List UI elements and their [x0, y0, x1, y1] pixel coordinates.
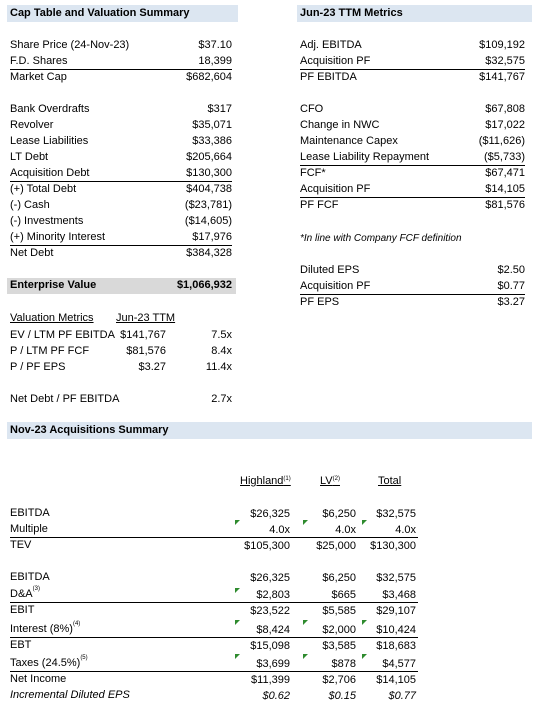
cell-indicator-icon [362, 520, 367, 525]
acq-lv-value: $5,585 [322, 605, 356, 617]
acq-total-value: $4,577 [382, 658, 416, 670]
cf-row [300, 198, 525, 214]
acq-total-value: $0.77 [388, 690, 416, 702]
ebitda-value: $109,192 [479, 39, 525, 51]
share-price-label: Share Price (24-Nov-23) [10, 39, 130, 51]
cell-indicator-icon [235, 588, 240, 593]
col-header-highland-text: Highland [240, 475, 284, 487]
acq-highland-value: $3,699 [256, 658, 290, 670]
net-debt-label: Net Debt [10, 247, 54, 259]
cell-indicator-icon [235, 654, 240, 659]
enterprise-value-value: $1,066,932 [176, 279, 232, 291]
acq-total-value: $32,575 [376, 572, 416, 584]
acq-highland-value: $8,424 [256, 624, 290, 636]
acq-lv-value: $2,000 [322, 624, 356, 636]
debt-value: $33,386 [192, 135, 232, 147]
cf-value: $67,808 [485, 103, 525, 115]
acq-highland-value: $26,325 [250, 508, 290, 520]
cf-row [300, 134, 525, 150]
debt-row [10, 198, 232, 214]
valuation-row-multiple: 8.4x [211, 345, 232, 357]
debt-row [10, 214, 232, 230]
cf-label: PF FCF [300, 199, 339, 211]
ttm-metrics-header: Jun-23 TTM Metrics [297, 5, 532, 22]
acq-total-value: $14,105 [376, 674, 416, 686]
acq-highland-value: $105,300 [244, 540, 290, 552]
ebitda-label: Acquisition PF [300, 55, 371, 67]
acq-row [10, 506, 420, 522]
ebitda-row [300, 54, 525, 70]
cf-row [300, 166, 525, 182]
enterprise-value-row [7, 278, 236, 294]
eps-label: PF EPS [300, 296, 340, 308]
debt-row [10, 230, 232, 246]
fd-shares-row [10, 54, 232, 70]
acq-row-label-text: Taxes (24.5%) [10, 657, 81, 669]
valuation-row-base: $81,576 [126, 345, 166, 357]
debt-row [10, 182, 232, 198]
acq-lv-value: $25,000 [316, 540, 356, 552]
debt-row [10, 166, 232, 182]
acq-lv-value: $2,706 [322, 674, 356, 686]
cf-value: $14,105 [485, 183, 525, 195]
acq-row-label [10, 623, 80, 635]
cf-label: Lease Liability Repayment [300, 151, 430, 163]
eps-label: Diluted EPS [300, 264, 360, 276]
col-header-highland [240, 474, 291, 488]
acq-row [10, 603, 420, 619]
footnote-ref: (3) [32, 586, 40, 592]
debt-label: Revolver [10, 119, 54, 131]
eps-row [300, 279, 525, 295]
cell-indicator-icon [235, 620, 240, 625]
acq-highland-value: $26,325 [250, 572, 290, 584]
valuation-row-label: P / LTM PF FCF [10, 345, 90, 357]
divider [10, 537, 418, 538]
debt-value: $35,071 [192, 119, 232, 131]
cf-label: CFO [300, 103, 324, 115]
acq-row-label: TEV [10, 539, 32, 551]
ebitda-value: $32,575 [485, 55, 525, 67]
acq-highland-value: $23,522 [250, 605, 290, 617]
acq-lv-value: 4.0x [335, 524, 356, 536]
debt-value: ($23,781) [184, 199, 232, 211]
valuation-row-base: $141,767 [120, 329, 166, 341]
acq-row-label: Multiple [10, 523, 48, 535]
acq-row [10, 538, 420, 554]
acq-total-value: $29,107 [376, 605, 416, 617]
enterprise-value-label: Enterprise Value [10, 279, 97, 291]
acq-row [10, 656, 420, 672]
ebitda-row [300, 38, 525, 54]
valuation-metrics-header: Valuation Metrics [10, 312, 94, 324]
cf-value: $67,471 [485, 167, 525, 179]
cf-row [300, 102, 525, 118]
cf-row [300, 150, 525, 166]
footnote-ref: (5) [80, 655, 88, 661]
acquisitions-header: Nov-23 Acquisitions Summary [7, 422, 532, 439]
valuation-row-label: EV / LTM PF EBITDA [10, 329, 115, 341]
debt-value: $317 [207, 103, 232, 115]
acq-highland-value: $2,803 [256, 589, 290, 601]
col-header-lv [320, 474, 340, 488]
acq-row-label-text: D&A [10, 588, 33, 600]
valuation-row-label: P / PF EPS [10, 361, 66, 373]
acq-row [10, 622, 420, 638]
cap-table-header: Cap Table and Valuation Summary [7, 5, 238, 22]
market-cap-value: $682,604 [186, 71, 232, 83]
acq-lv-value: $6,250 [322, 508, 356, 520]
acq-row [10, 587, 420, 603]
acq-row-label [10, 588, 40, 600]
acq-row [10, 672, 420, 688]
valuation-row-multiple: 7.5x [211, 329, 232, 341]
debt-value: ($14,605) [184, 215, 232, 227]
cf-label: Acquisition PF [300, 183, 371, 195]
col-header-lv-text: LV [320, 475, 333, 487]
acq-lv-value: $878 [331, 658, 356, 670]
cf-value: ($5,733) [484, 151, 525, 163]
debt-value: $17,976 [192, 231, 232, 243]
ebitda-value: $141,767 [479, 71, 525, 83]
acq-lv-value: $3,585 [322, 640, 356, 652]
acq-row-label: EBITDA [10, 571, 50, 583]
cell-indicator-icon [362, 620, 367, 625]
debt-row [10, 150, 232, 166]
cf-row [300, 118, 525, 134]
acq-highland-value: $0.62 [262, 690, 290, 702]
fcf-footnote: *In line with Company FCF definition [300, 233, 462, 244]
valuation-period-header: Jun-23 TTM [116, 312, 176, 324]
acq-row-label: EBITDA [10, 507, 50, 519]
eps-value: $2.50 [497, 264, 525, 276]
footnote-ref: (4) [72, 621, 81, 627]
acq-total-value: $32,575 [376, 508, 416, 520]
cell-indicator-icon [303, 520, 308, 525]
valuation-row-base: $3.27 [138, 361, 166, 373]
debt-label: (-) Investments [10, 215, 84, 227]
share-price-row [10, 38, 232, 54]
cell-indicator-icon [303, 620, 308, 625]
net-debt-ebitda-label: Net Debt / PF EBITDA [10, 393, 120, 405]
net-debt-row [10, 246, 232, 262]
cf-label: Change in NWC [300, 119, 380, 131]
cell-indicator-icon [235, 520, 240, 525]
net-debt-value: $384,328 [186, 247, 232, 259]
acq-total-value: $130,300 [370, 540, 416, 552]
col-header-total: Total [378, 475, 402, 487]
debt-value: $205,664 [186, 151, 232, 163]
footnote-ref: (2) [332, 476, 340, 482]
eps-value: $3.27 [497, 296, 525, 308]
ebitda-label: PF EBITDA [300, 71, 357, 83]
acq-highland-value: $11,399 [251, 674, 290, 686]
debt-row [10, 134, 232, 150]
debt-value: $404,738 [186, 183, 232, 195]
acq-row [10, 522, 420, 538]
eps-row [300, 295, 525, 311]
acq-row [10, 688, 420, 704]
debt-label: LT Debt [10, 151, 49, 163]
debt-row [10, 102, 232, 118]
acq-row-label: EBT [10, 639, 32, 651]
acq-lv-value: $6,250 [322, 572, 356, 584]
valuation-row-multiple: 11.4x [205, 361, 232, 373]
acq-total-value: $10,424 [376, 624, 416, 636]
debt-row [10, 118, 232, 134]
acq-total-value: $18,683 [376, 640, 416, 652]
cell-indicator-icon [362, 654, 367, 659]
cf-label: Maintenance Capex [300, 135, 398, 147]
cell-indicator-icon [303, 654, 308, 659]
cf-value: $81,576 [485, 199, 525, 211]
acq-highland-value: $15,098 [250, 640, 290, 652]
fd-shares-value: 18,399 [198, 55, 232, 67]
debt-label: Acquisition Debt [10, 167, 90, 179]
debt-label: Bank Overdrafts [10, 103, 90, 115]
ebitda-label: Adj. EBITDA [300, 39, 362, 51]
share-price-value: $37.10 [198, 39, 232, 51]
cf-value: $17,022 [485, 119, 525, 131]
acq-lv-value: $0.15 [328, 690, 356, 702]
acq-row-label: Net Income [10, 673, 67, 685]
acq-row-label-text: Interest (8%) [10, 623, 73, 635]
debt-label: (+) Minority Interest [10, 231, 106, 243]
eps-value: $0.77 [497, 280, 525, 292]
debt-value: $130,300 [186, 167, 232, 179]
debt-label: Lease Liabilities [10, 135, 89, 147]
acq-lv-value: $665 [331, 589, 356, 601]
debt-label: (-) Cash [10, 199, 50, 211]
acq-row-label: Incremental Diluted EPS [10, 689, 130, 701]
market-cap-label: Market Cap [10, 71, 67, 83]
footnote-ref: (1) [283, 476, 291, 482]
ebitda-row [300, 70, 525, 86]
cf-row [300, 182, 525, 198]
eps-label: Acquisition PF [300, 280, 371, 292]
fd-shares-label: F.D. Shares [10, 55, 68, 67]
net-debt-ebitda-value: 2.7x [211, 393, 232, 405]
acq-row [10, 570, 420, 586]
acq-row-label [10, 657, 88, 669]
acq-highland-value: 4.0x [269, 524, 290, 536]
acq-row [10, 638, 420, 654]
acq-total-value: 4.0x [395, 524, 416, 536]
acq-total-value: $3,468 [382, 589, 416, 601]
market-cap-row [10, 70, 232, 86]
debt-label: (+) Total Debt [10, 183, 77, 195]
cf-label: FCF* [300, 167, 326, 179]
cf-value: ($11,626) [478, 135, 525, 147]
acq-row-label: EBIT [10, 604, 35, 616]
eps-row [300, 263, 525, 279]
